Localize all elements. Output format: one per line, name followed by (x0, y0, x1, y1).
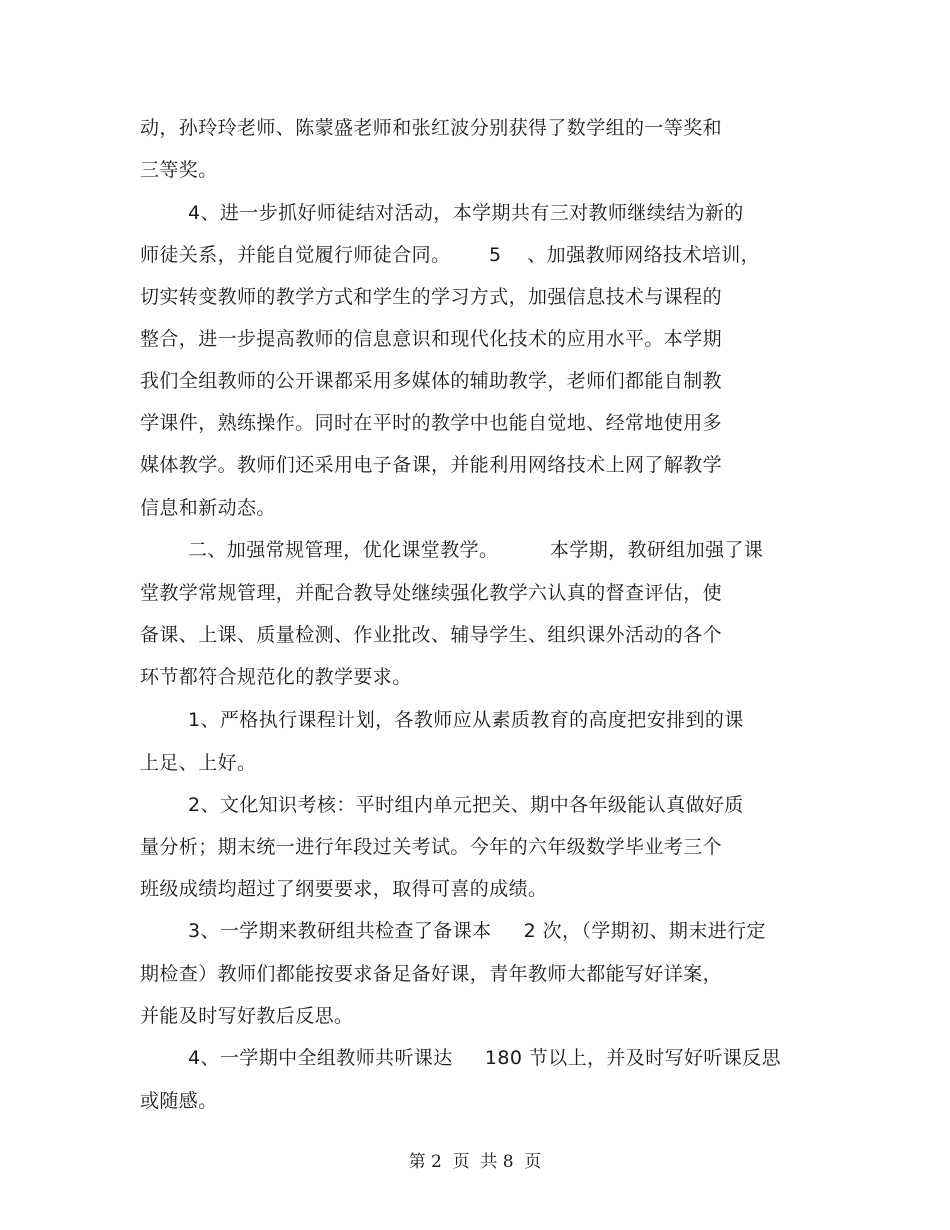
body-line: 整合，进一步提高教师的信息意识和现代化技术的应用水平。本学期 (140, 328, 723, 350)
paragraph-first-line: 4、一学期中全组教师共听课达 180 节以上，并及时写好听课反思 (188, 1047, 781, 1069)
body-line: 师徒关系，并能自觉履行师徒合同。 5 、加强教师网络技术培训， (140, 244, 761, 266)
paragraph-first-line: 4、进一步抓好师徒结对活动，本学期共有三对教师继续结为新的 (188, 202, 744, 224)
body-line: 信息和新动态。 (140, 497, 276, 519)
page-footer: 第 2 页 共 8 页 (408, 1152, 542, 1172)
paragraph-first-line: 2、文化知识考核：平时组内单元把关、期中各年级能认真做好质 (188, 794, 744, 816)
body-line: 上足、上好。 (140, 752, 257, 774)
paragraph-first-line: 1、严格执行课程计划，各教师应从素质教育的高度把安排到的课 (188, 709, 744, 731)
paragraph-first-line: 二、加强常规管理，优化课堂教学。 本学期，教研组加强了课 (188, 539, 764, 561)
body-line: 期检查）教师们都能按要求备足备好课，青年教师大都能写好详案， (140, 963, 723, 985)
body-line: 堂教学常规管理，并配合教导处继续强化教学六认真的督查评估，使 (140, 582, 723, 604)
body-line: 我们全组教师的公开课都采用多媒体的辅助教学，老师们都能自制教 (140, 370, 723, 392)
body-line: 三等奖。 (140, 159, 218, 181)
body-line: 量分析；期末统一进行年段过关考试。今年的六年级数学毕业考三个 (140, 836, 723, 858)
body-line: 学课件，熟练操作。同时在平时的教学中也能自觉地、经常地使用多 (140, 412, 723, 434)
body-line: 媒体教学。教师们还采用电子备课，并能利用网络技术上网了解教学 (140, 454, 723, 476)
body-line: 切实转变教师的教学方式和学生的学习方式，加强信息技术与课程的 (140, 286, 723, 308)
body-line: 备课、上课、质量检测、作业批改、辅导学生、组织课外活动的各个 (140, 624, 723, 646)
body-line: 动，孙玲玲老师、陈蒙盛老师和张红波分别获得了数学组的一等奖和 (140, 117, 723, 139)
body-line: 或随感。 (140, 1090, 218, 1112)
body-line: 班级成绩均超过了纲要要求，取得可喜的成绩。 (140, 878, 548, 900)
body-line: 环节都符合规范化的教学要求。 (140, 666, 412, 688)
paragraph-first-line: 3、一学期来教研组共检查了备课本 2 次，（学期初、期末进行定 (188, 920, 766, 942)
body-line: 并能及时写好教后反思。 (140, 1005, 354, 1027)
